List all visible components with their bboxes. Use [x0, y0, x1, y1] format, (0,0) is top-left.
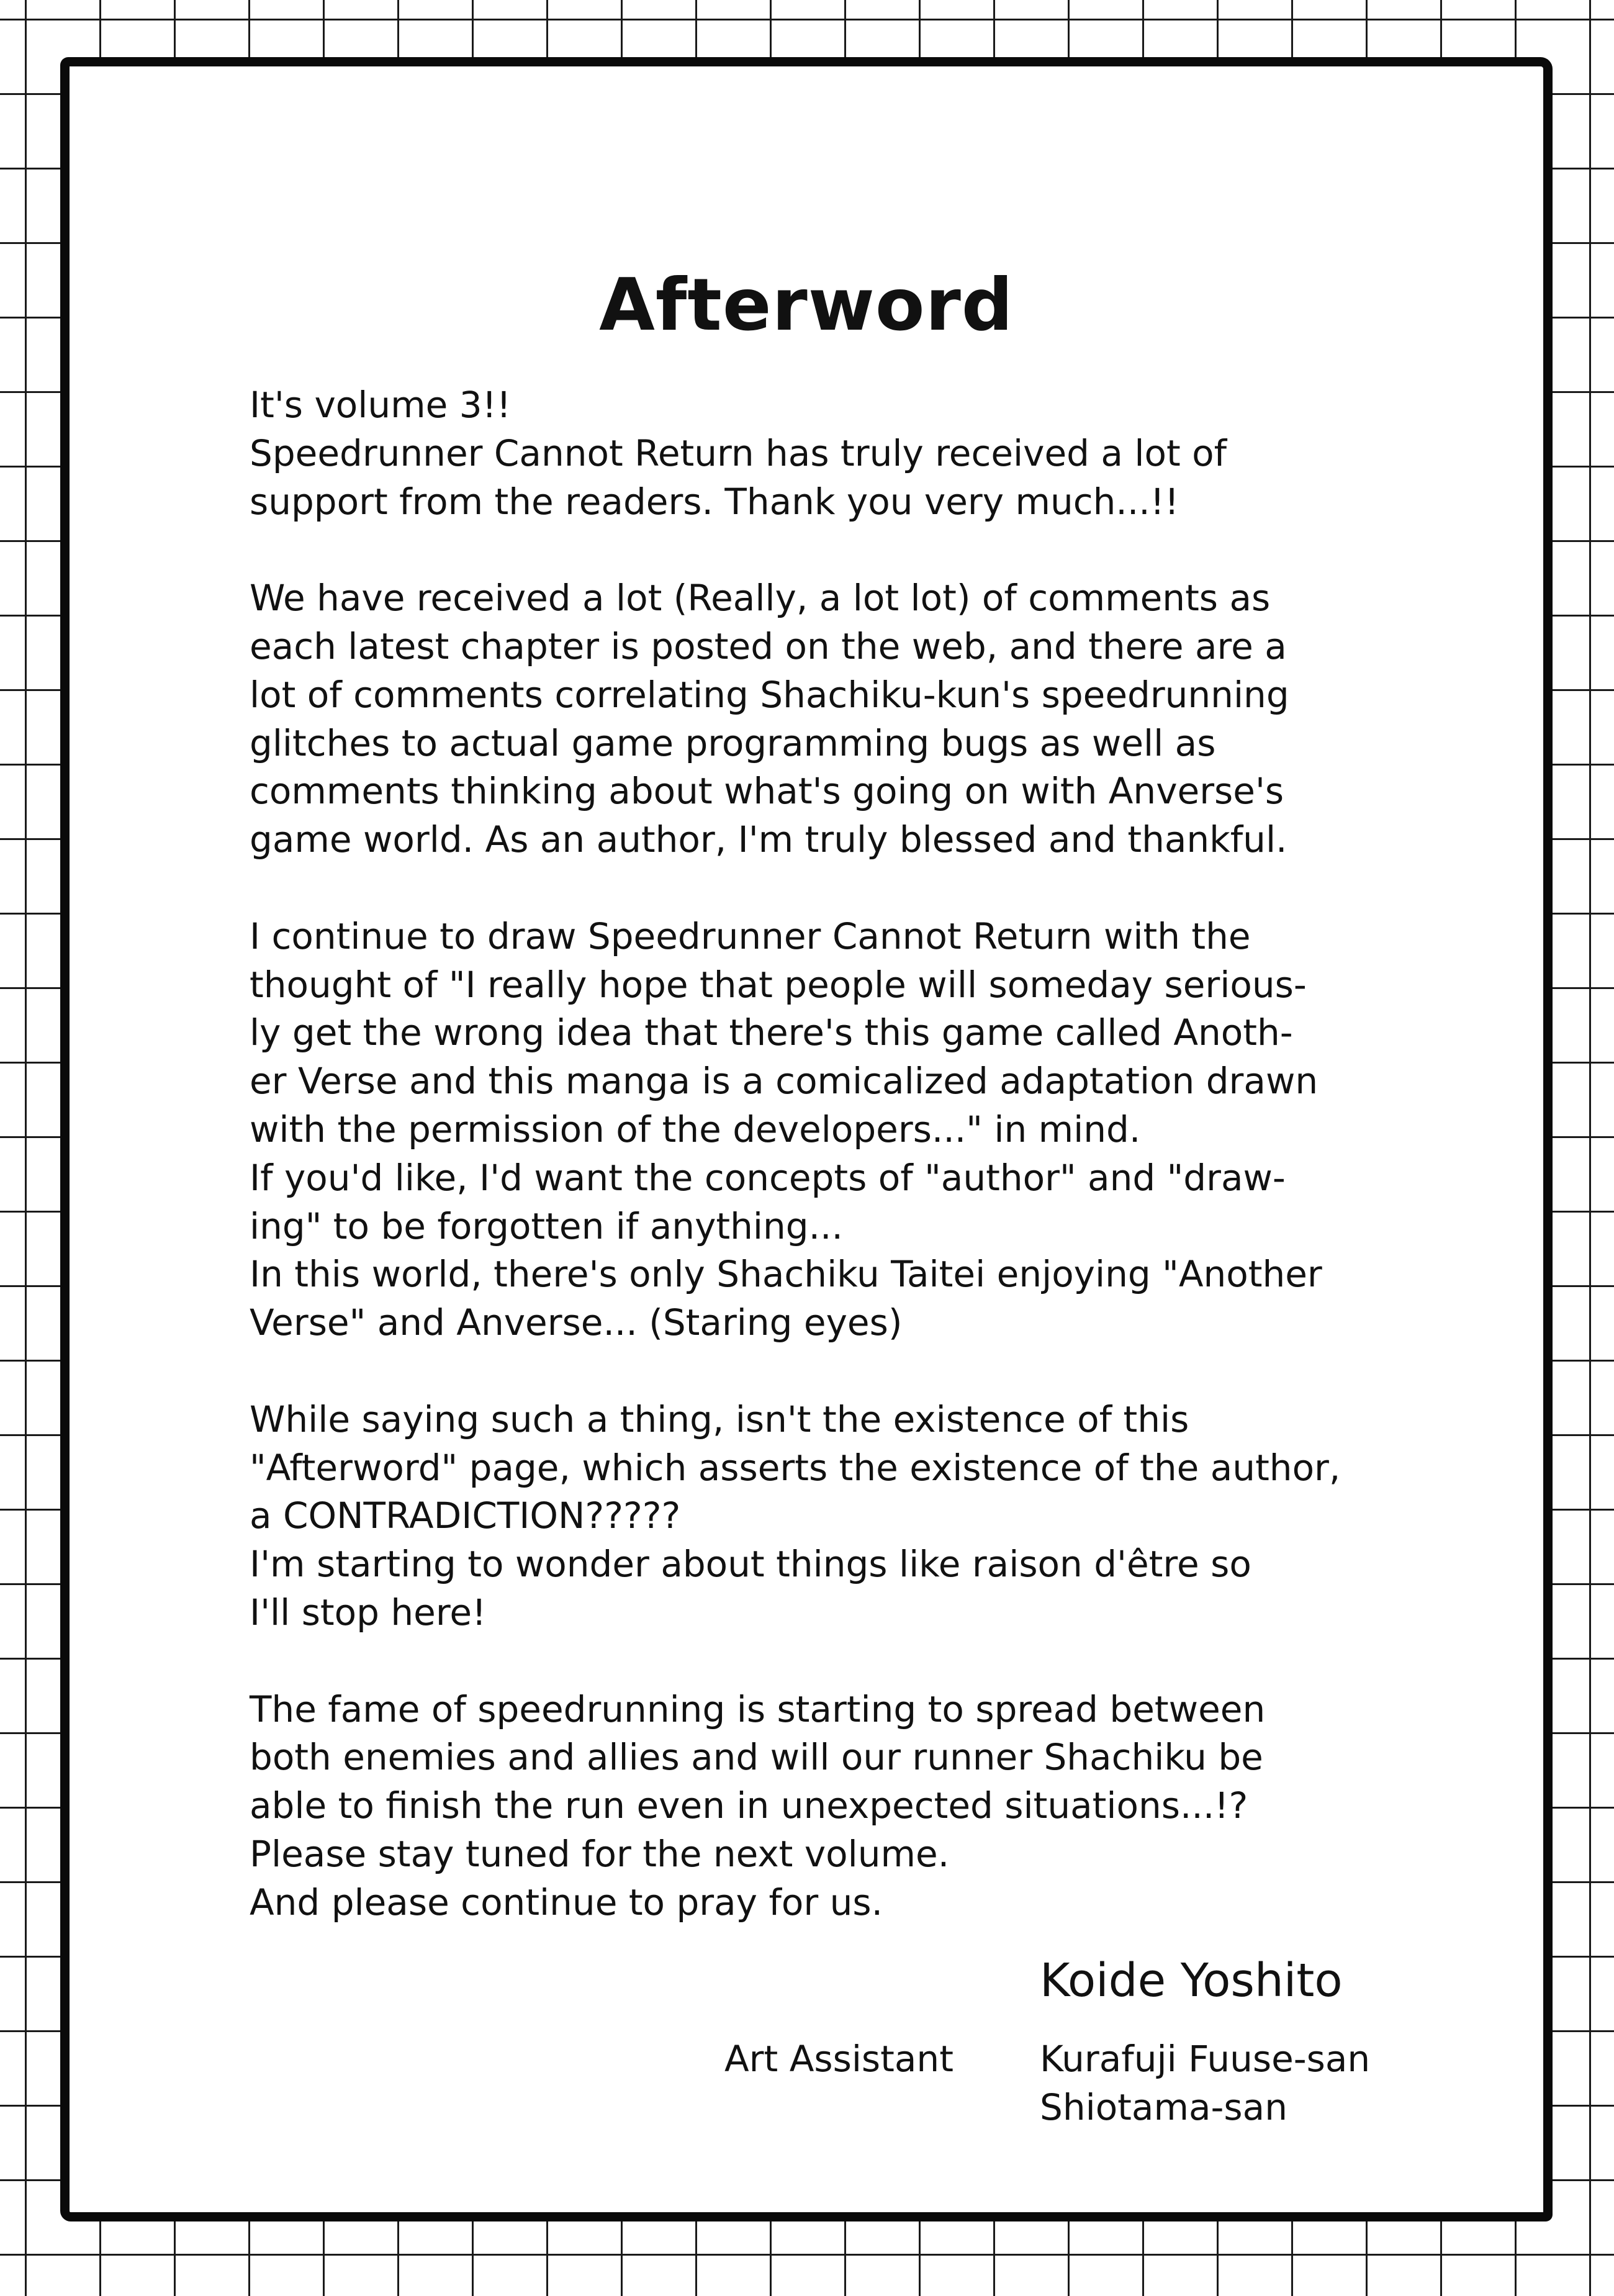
text-line: game world. As an author, I'm truly blessed and thankful.	[250, 818, 1287, 861]
text-line: ly get the wrong idea that there's this game called Anoth-	[250, 1011, 1293, 1054]
text-line: support from the readers. Thank you very much...!!	[250, 480, 1179, 523]
text-line: thought of "I really hope that people will someday serious-	[250, 963, 1307, 1006]
page-title: Afterword	[599, 263, 1014, 347]
credit-names	[1040, 2035, 1370, 2131]
paragraph-2	[250, 574, 1460, 864]
text-line: In this world, there's only Shachiku Taitei enjoying "Another	[250, 1253, 1322, 1296]
text-line: a CONTRADICTION?????	[250, 1494, 681, 1537]
text-line: each latest chapter is posted on the web, and there are a	[250, 625, 1287, 667]
text-line: Please stay tuned for the next volume.	[250, 1832, 950, 1875]
text-line: The fame of speedrunning is starting to spread between	[250, 1688, 1266, 1730]
text-line: Speedrunner Cannot Return has truly received a lot of	[250, 432, 1227, 474]
paragraph-3	[250, 913, 1460, 1347]
text-line: lot of comments correlating Shachiku-kun's speedrunning	[250, 673, 1289, 716]
text-line: comments thinking about what's going on with Anverse's	[250, 770, 1284, 813]
text-line: If you'd like, I'd want the concepts of "author" and "draw-	[250, 1156, 1286, 1199]
text-line: glitches to actual game programming bugs as well as	[250, 721, 1216, 764]
text-line: ing" to be forgotten if anything...	[250, 1204, 843, 1247]
afterword-panel	[62, 59, 1551, 2220]
paragraph-1	[250, 381, 1460, 526]
text-line: I continue to draw Speedrunner Cannot Return with the	[250, 915, 1251, 957]
text-line: Verse" and Anverse... (Staring eyes)	[250, 1301, 903, 1344]
text-line: And please continue to pray for us.	[250, 1881, 883, 1923]
author-name: Koide Yoshito	[1040, 1954, 1343, 2007]
afterword-body	[250, 381, 1460, 1927]
text-line: We have received a lot (Really, a lot lot) of comments as	[250, 577, 1271, 620]
text-line: "Afterword" page, which asserts the existence of the author,	[250, 1446, 1341, 1489]
text-line: I'll stop here!	[250, 1591, 487, 1634]
text-line: both enemies and allies and will our runner Shachiku be	[250, 1736, 1263, 1779]
assistant-name: Kurafuji Fuuse-san	[1040, 2038, 1371, 2080]
text-line: with the permission of the developers..." in mind.	[250, 1108, 1141, 1150]
text-line: It's volume 3!!	[250, 384, 512, 426]
text-line: While saying such a thing, isn't the existence of this	[250, 1398, 1189, 1440]
text-line: able to finish the run even in unexpected situations...!?	[250, 1784, 1248, 1827]
assistant-name: Shiotama-san	[1040, 2086, 1287, 2128]
credit-label: Art Assistant	[724, 2038, 954, 2080]
paragraph-4	[250, 1396, 1460, 1637]
paragraph-5	[250, 1686, 1460, 1927]
text-line: er Verse and this manga is a comicalized adaptation drawn	[250, 1060, 1319, 1103]
text-line: I'm starting to wonder about things like raison d'être so	[250, 1543, 1251, 1586]
